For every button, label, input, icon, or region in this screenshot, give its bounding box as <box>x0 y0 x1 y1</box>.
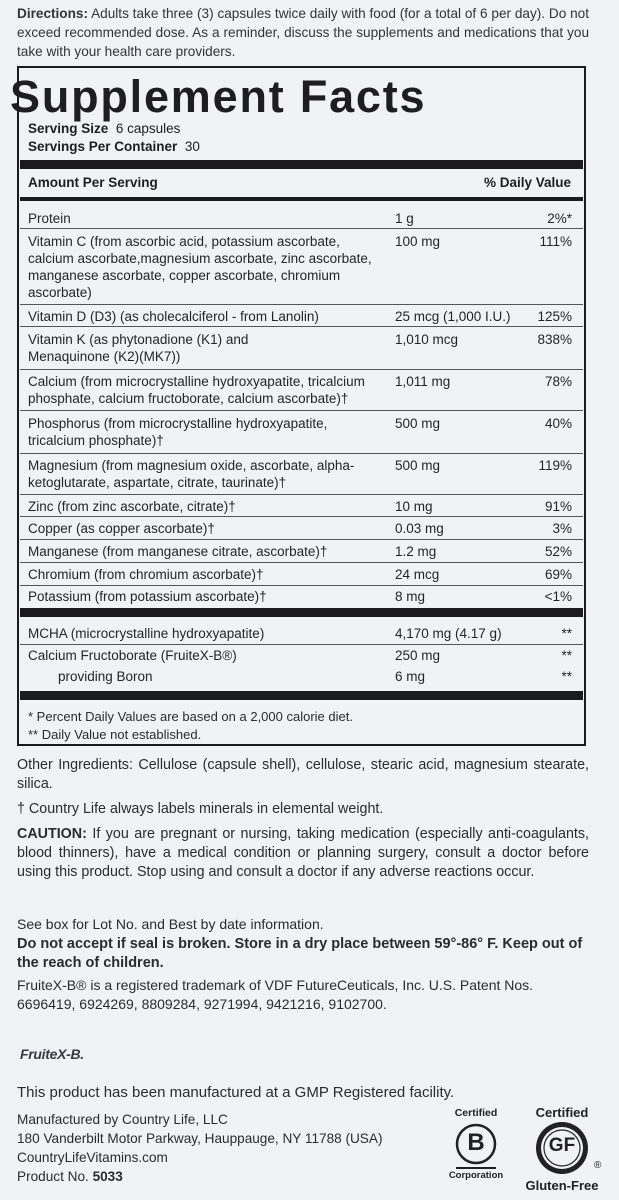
trademark-note: FruiteX-B® is a registered trademark of VDF FutureCeuticals, Inc. U.S. Patent Nos. 6696419, 6924269, 8809284, 9271994, 9421216, 9102700. <box>17 977 534 1012</box>
amount-per-serving-header: Amount Per Serving <box>28 175 158 190</box>
gmp-statement: This product has been manufactured at a GMP Registered facility. <box>17 1084 455 1101</box>
other-nutrient-name: Calcium Fructoborate (FruiteX-B®) <box>28 648 237 663</box>
product-number-value: 5033 <box>92 1169 123 1184</box>
other-nutrient-amount: 250 mg <box>395 648 441 663</box>
serving-size <box>28 121 180 137</box>
other-nutrient-name: providing Boron <box>58 669 153 684</box>
gf-registered-mark: ® <box>594 1160 602 1171</box>
row-divider <box>20 453 583 454</box>
nutrient-name: Chromium (from chromium ascorbate)† <box>28 567 264 582</box>
row-divider <box>20 410 583 411</box>
lot-note: See box for Lot No. and Best by date information. <box>17 916 324 932</box>
thick-divider <box>20 160 583 169</box>
storage-warning: Do not accept if seal is broken. Store in a dry place between 59°-86° F. Keep out of the reach of children. <box>17 936 583 971</box>
nutrient-daily-value: 125% <box>537 309 572 324</box>
nutrient-amount: 1,011 mg <box>395 374 451 389</box>
nutrient-daily-value: 838% <box>537 332 572 347</box>
footnote-daily-values: * Percent Daily Values are based on a 2,000 calorie diet. <box>28 709 353 724</box>
footnote-not-established: ** Daily Value not established. <box>28 727 202 742</box>
manufacturer-name: Manufactured by Country Life, LLC <box>17 1112 228 1127</box>
other-nutrient-daily-value: ** <box>561 648 572 663</box>
nutrient-daily-value: 111% <box>539 234 572 249</box>
row-divider <box>20 562 583 563</box>
nutrient-amount: 1.2 mg <box>395 544 437 559</box>
nutrient-daily-value: 2%* <box>547 211 572 226</box>
nutrient-amount: 500 mg <box>395 416 441 431</box>
bcorp-bottom-label: Corporation <box>448 1170 504 1181</box>
nutrient-daily-value: 52% <box>544 544 572 559</box>
bcorp-letter: B <box>467 1129 485 1156</box>
bcorp-top-label: Certified <box>454 1107 498 1119</box>
daily-value-header: % Daily Value <box>483 175 571 190</box>
nutrient-name: Potassium (from potassium ascorbate)† <box>28 589 267 604</box>
directions-body: Adults take three (3) capsules twice daily with food (for a total of 6 per day). Do not exceed recommended dose. As a reminder, discuss the supplements and medications that you take with your health care providers. <box>17 6 589 59</box>
nutrient-amount: 24 mcg <box>395 567 440 582</box>
nutrient-name: Manganese (from manganese citrate, ascorbate)† <box>28 544 328 559</box>
row-divider <box>20 369 583 370</box>
nutrient-daily-value: <1% <box>544 589 572 604</box>
servings-per-container-value: 30 <box>184 139 200 154</box>
row-divider <box>20 326 583 327</box>
nutrient-name: Vitamin C (from ascorbic acid, potassium ascorbate, calcium ascorbate,magnesium ascorbate, zinc ascorbate, manganese ascorbate, copper ascorbate, chromium ascorbate) <box>28 234 372 300</box>
nutrient-daily-value: 91% <box>544 499 572 514</box>
serving-size-label: Serving Size <box>28 121 109 136</box>
row-divider <box>20 585 583 586</box>
nutrient-amount: 1 g <box>395 211 414 226</box>
fruitex-logo: FruiteX-B. <box>20 1046 84 1062</box>
servings-per-container-label: Servings Per Container <box>28 139 178 154</box>
product-number <box>17 1168 123 1186</box>
row-divider <box>20 516 583 517</box>
nutrient-name: Phosphorus (from microcrystalline hydroxyapatite, tricalcium phosphate)† <box>28 416 328 448</box>
header-divider <box>20 197 583 201</box>
manufacturer-website: CountryLifeVitamins.com <box>17 1150 168 1165</box>
other-nutrient-amount: 4,170 mg (4.17 g) <box>395 626 502 641</box>
nutrient-amount: 1,010 mcg <box>395 332 459 347</box>
nutrient-daily-value: 3% <box>552 521 572 536</box>
nutrient-name: Protein <box>28 211 71 226</box>
nutrient-name: Vitamin D (D3) (as cholecalciferol - from Lanolin) <box>28 309 319 324</box>
serving-size-value: 6 capsules <box>115 121 181 136</box>
nutrient-name: Zinc (from zinc ascorbate, citrate)† <box>28 499 236 514</box>
nutrient-amount: 10 mg <box>395 499 433 514</box>
thick-divider <box>20 691 583 700</box>
row-divider <box>20 228 583 229</box>
nutrient-daily-value: 40% <box>544 416 572 431</box>
row-divider <box>20 304 583 305</box>
nutrient-amount: 0.03 mg <box>395 521 444 536</box>
nutrient-daily-value: 119% <box>538 458 572 473</box>
nutrient-amount: 100 mg <box>395 234 441 249</box>
nutrient-name: Magnesium (from magnesium oxide, ascorbate, alpha-ketoglutarate, aspartate, citrate, taurinate)† <box>28 458 355 490</box>
nutrient-name: Copper (as copper ascorbate)† <box>28 521 215 536</box>
dagger-note: † Country Life always labels minerals in elemental weight. <box>17 801 384 817</box>
supplement-facts-title: Supplement Facts <box>10 71 427 122</box>
nutrient-daily-value: 69% <box>544 567 572 582</box>
gf-letters: GF <box>548 1135 576 1156</box>
row-divider <box>20 644 583 645</box>
row-divider <box>20 494 583 495</box>
gf-bottom-label: Gluten-Free <box>525 1178 599 1193</box>
servings-per-container <box>28 139 200 155</box>
gf-top-label: Certified <box>535 1105 589 1120</box>
nutrient-name: Calcium (from microcrystalline hydroxyapatite, tricalcium phosphate, calcium fructoborate, calcium ascorbate)† <box>28 374 365 406</box>
other-nutrient-name: MCHA (microcrystalline hydroxyapatite) <box>28 626 265 641</box>
caution-label: CAUTION: <box>17 826 87 842</box>
directions-text <box>17 4 589 61</box>
nutrient-amount: 25 mcg (1,000 I.U.) <box>395 309 511 324</box>
nutrient-amount: 500 mg <box>395 458 441 473</box>
manufacturer-address: 180 Vanderbilt Motor Parkway, Hauppauge, NY 11788 (USA) <box>17 1131 383 1146</box>
product-number-label: Product No. <box>17 1169 89 1184</box>
directions-label: Directions: <box>17 6 89 21</box>
caution-text <box>17 825 589 882</box>
caution-body: If you are pregnant or nursing, taking medication (especially anti-coagulants, blood thinners), have a medical condition or planning surgery, consult a doctor before using this product. Stop using and consult a doctor if any adverse reactions occur. <box>17 826 589 880</box>
row-divider <box>20 539 583 540</box>
nutrient-daily-value: 78% <box>544 374 572 389</box>
thick-divider <box>20 608 583 617</box>
other-ingredients: Other Ingredients: Cellulose (capsule shell), cellulose, stearic acid, magnesium stearate, silica. <box>17 757 589 792</box>
other-nutrient-daily-value: ** <box>561 669 572 684</box>
nutrient-name: Vitamin K (as phytonadione (K1) and Menaquinone (K2)(MK7)) <box>28 332 249 364</box>
nutrient-amount: 8 mg <box>395 589 426 604</box>
other-nutrient-amount: 6 mg <box>395 669 426 684</box>
other-nutrient-daily-value: ** <box>561 626 572 641</box>
